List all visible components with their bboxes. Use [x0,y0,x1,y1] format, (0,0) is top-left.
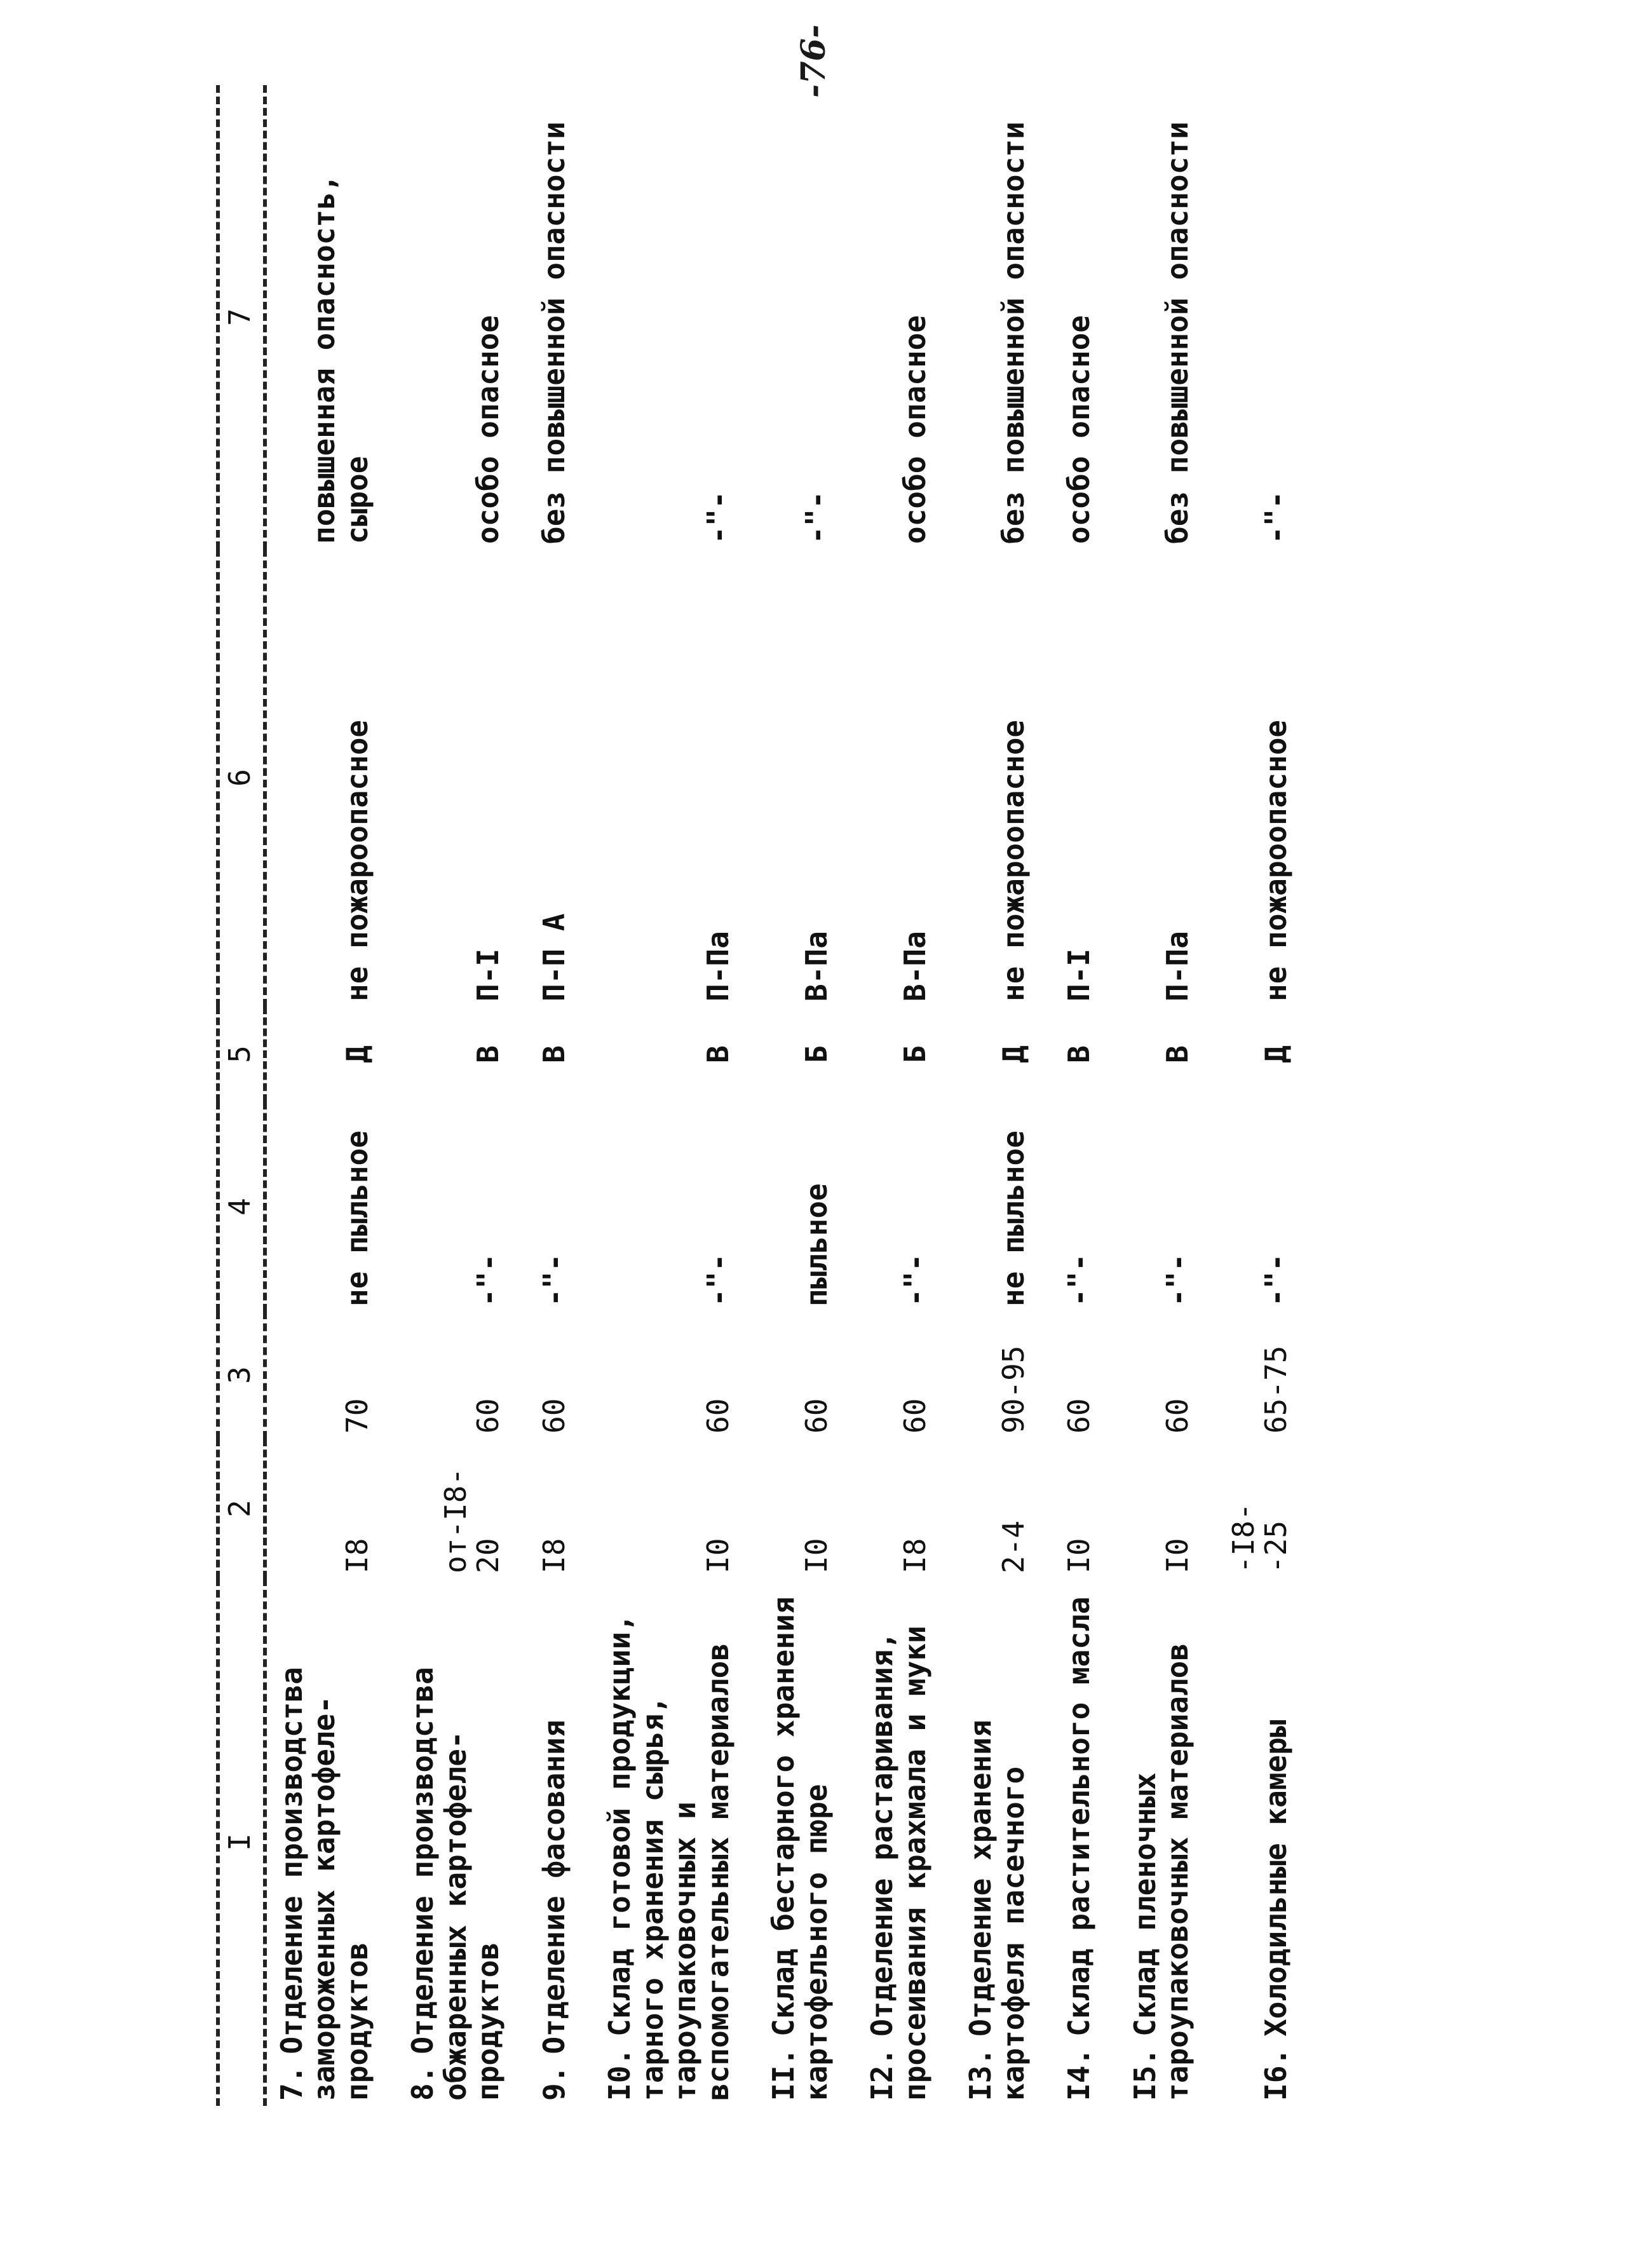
cell-c5: В [536,1045,571,1063]
room-name-cell [265,1578,398,2106]
cell-c2: I8 [536,1538,571,1573]
room-name-cell [595,1578,759,2106]
room-name: Склад бестарного хранения картофельного пюре [766,1596,834,2101]
room-name: Отделение фасования [536,1720,571,2054]
room-name-cell [956,1578,1054,2106]
table-row [529,85,595,2106]
cell-c2: -I8- -25 [1226,1503,1294,1573]
cell-c3: 60 [536,1398,571,1434]
cell-c4: -"- [471,1253,506,1306]
cell-c5: Б [897,1045,932,1063]
column-header: 7 [218,85,265,549]
cell-c3: 60 [1160,1398,1195,1434]
cell-c6: П-I [471,948,506,1001]
room-name-cell [1054,1578,1120,2106]
cell-c6: П-I [1062,948,1097,1001]
room-name: Склад пленочных тароупаковочных материалов [1127,1643,1195,2101]
column-header: 2 [218,1439,265,1578]
cell-c3: 60 [471,1398,506,1434]
room-name: Склад готовой продукции, тарного хранения сырья, тароупаковочных и вспомогательных материалов [602,1614,735,2101]
cell-c2: I0 [1062,1538,1097,1573]
cell-c4: пыльное [799,1183,834,1306]
cell-c2: I0 [700,1538,735,1573]
cell-c3: 60 [1062,1398,1097,1434]
column-header: 6 [218,549,265,1007]
cell-c2: I8 [339,1538,374,1573]
room-name: Отделение производства обжаренных картофеле-продуктов [405,1667,506,2101]
cell-c2: I0 [1160,1538,1195,1573]
cell-c6: П-Па [700,931,735,1001]
row-number: I3. [963,2047,998,2101]
cell-c2: I0 [799,1538,834,1573]
room-name: Отделение производства замороженных картофеле-продуктов [274,1667,374,2101]
table-row [857,85,956,2106]
cell-c6: не пожароопасное [1259,719,1294,1001]
cell-c3: 90-95 [996,1345,1031,1434]
cell-c4: -"- [1259,1253,1294,1306]
room-name-cell [1219,1578,1317,2106]
cell-c7: -"- [700,491,735,544]
cell-c2: I8 [897,1538,932,1573]
table-row [595,85,759,2106]
cell-c7: особо опасное [471,315,506,544]
cell-c3: 70 [339,1398,374,1434]
cell-c6: В-Па [799,931,834,1001]
cell-c7: без повышенной опасности [536,121,571,544]
column-header: 5 [218,1007,265,1102]
row-number: 9. [536,2065,571,2101]
room-name: Отделение хранения картофеля пасечного [963,1720,1031,2101]
cell-c7: особо опасное [897,315,932,544]
table-row [265,85,398,2106]
cell-c5: Д [339,1045,374,1063]
table-row [759,85,857,2106]
cell-c7: -"- [799,491,834,544]
room-name-cell [398,1578,529,2106]
row-number: II. [766,2047,801,2101]
table-row [1219,85,1317,2106]
table-row [398,85,529,2106]
cell-c4: -"- [1062,1253,1097,1306]
cell-c5: Б [799,1045,834,1063]
row-number: I6. [1259,2047,1294,2101]
cell-c4: -"- [700,1253,735,1306]
room-classification-table [216,85,1317,2106]
cell-c3: 60 [897,1398,932,1434]
cell-c3: 65-75 [1259,1345,1294,1434]
column-header: I [218,1578,265,2106]
cell-c4: -"- [1160,1253,1195,1306]
room-name-cell [857,1578,956,2106]
cell-c7: повышенная опасность, сырое [307,174,374,544]
room-name-cell [1120,1578,1219,2106]
cell-c4: -"- [897,1253,932,1306]
cell-c2: 2-4 [996,1520,1031,1573]
table-row [956,85,1054,2106]
cell-c6: П-П А [536,913,571,1001]
cell-c5: В [1062,1045,1097,1063]
cell-c6: П-Па [1160,931,1195,1001]
row-number: I5. [1127,2047,1162,2101]
cell-c3: 60 [799,1398,834,1434]
table-row [1120,85,1219,2106]
row-number: 8. [405,2065,440,2101]
cell-c3: 60 [700,1398,735,1434]
room-name: Склад растительного масла [1062,1596,1097,2037]
room-name: Холодильные камеры [1259,1720,1294,2037]
table-header [218,85,265,2106]
row-number: I0. [602,2047,637,2101]
column-header: 4 [218,1102,265,1312]
cell-c4: -"- [536,1253,571,1306]
table-row [1054,85,1120,2106]
cell-c7: -"- [1259,491,1294,544]
cell-c6: не пожароопасное [339,719,374,1001]
column-header: 3 [218,1312,265,1439]
page-number: -76- [794,24,833,98]
cell-c7: без повышенной опасности [996,121,1031,544]
cell-c6: В-Па [897,931,932,1001]
cell-c5: В [700,1045,735,1063]
room-name-cell [529,1578,595,2106]
cell-c6: не пожароопасное [996,719,1031,1001]
row-number: 7. [274,2065,309,2101]
cell-c5: В [471,1045,506,1063]
cell-c5: Д [1259,1045,1294,1063]
cell-c4: не пыльное [996,1130,1031,1306]
row-number: I4. [1062,2047,1097,2101]
cell-c2: от-I8-20 [438,1467,506,1573]
cell-c5: Д [996,1045,1031,1063]
room-name: Отделение растаривания, просеивания крахмала и муки [865,1625,932,2101]
cell-c7: без повышенной опасности [1160,121,1195,544]
table-body [265,85,1317,2106]
cell-c5: В [1160,1045,1195,1063]
cell-c4: не пыльное [339,1130,374,1306]
cell-c7: особо опасное [1062,315,1097,544]
row-number: I2. [865,2047,900,2101]
room-name-cell [759,1578,857,2106]
